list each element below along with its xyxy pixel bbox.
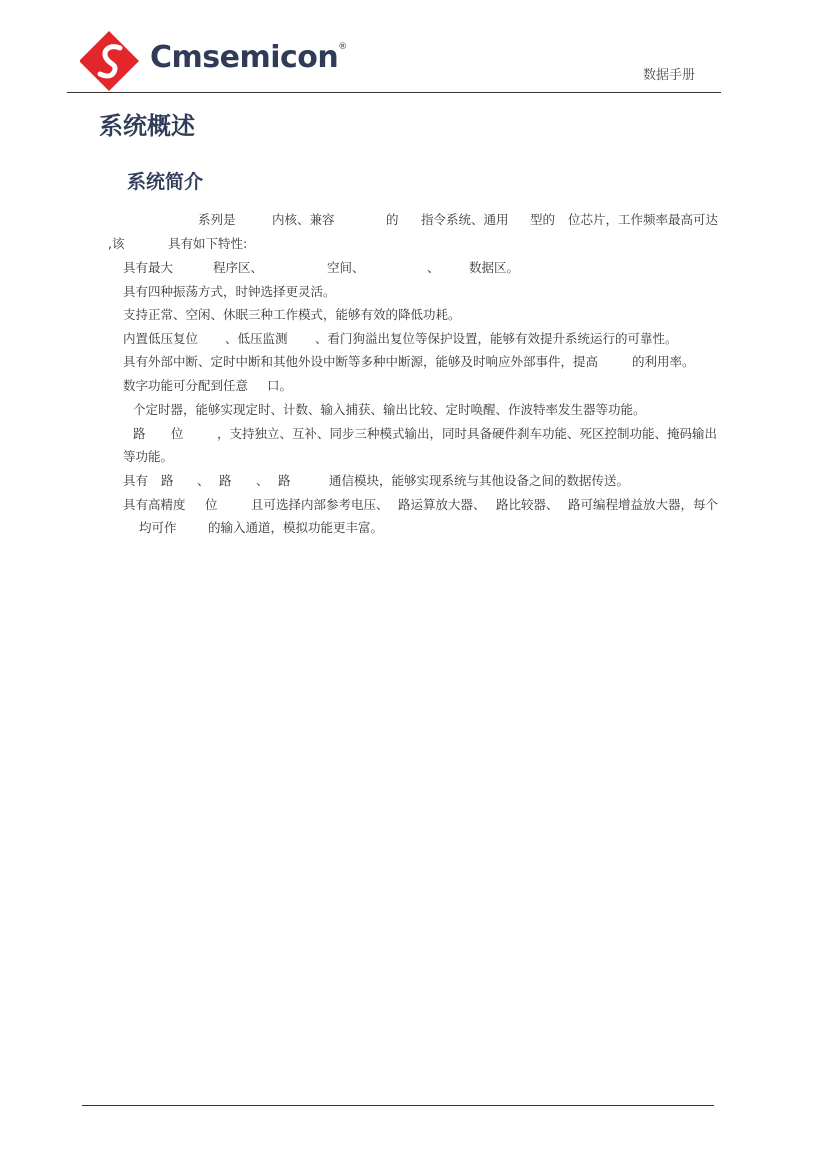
- text-fragment: 数字功能可分配到任意: [123, 378, 249, 393]
- feature-item-power-modes: 支持正常、空闲、休眠三种工作模式，能够有效的降低功耗。: [123, 307, 461, 322]
- brand-name: [150, 40, 347, 75]
- text-fragment: 路可编程增益放大器，每个: [568, 497, 719, 512]
- text-fragment: 通信模块，能够实现系统与其他设备之间的数据传送。: [329, 473, 630, 488]
- text-fragment: ,该: [108, 236, 125, 251]
- feature-item-analog-line-1: [0, 497, 827, 513]
- text-fragment: 位: [205, 497, 218, 512]
- text-fragment: ，支持独立、互补、同步三种模式输出，同时具备硬件刹车功能、死区控制功能、掩码输出: [217, 426, 718, 441]
- text-fragment: 指令系统、通用: [421, 212, 509, 227]
- text-fragment: 空间、: [327, 260, 365, 275]
- text-fragment: 的利用率。: [632, 354, 695, 369]
- text-fragment: 数据区。: [469, 260, 520, 275]
- text-fragment: 路: [219, 473, 232, 488]
- cmsemicon-logo-mark-icon: [80, 30, 142, 92]
- text-fragment: 的输入通道，模拟功能更丰富。: [208, 520, 384, 535]
- registered-mark: ®: [338, 42, 347, 52]
- text-fragment: 均可作: [139, 520, 177, 535]
- text-fragment: 、: [256, 473, 269, 488]
- text-fragment: 具有最大: [123, 260, 174, 275]
- brand-name-text: Cmsemicon: [150, 40, 339, 75]
- text-fragment: 具有如下特性:: [168, 236, 248, 251]
- feature-item-pwm-line-1: [0, 426, 827, 442]
- feature-item-memory: [0, 260, 827, 276]
- text-fragment: 路: [161, 473, 174, 488]
- feature-item-reset-protection: [0, 331, 827, 347]
- text-fragment: 具有: [123, 473, 149, 488]
- text-fragment: 路: [133, 426, 146, 441]
- text-fragment: 口。: [267, 378, 293, 393]
- subsection-title: 系统简介: [127, 171, 204, 193]
- feature-item-io-mapping: [0, 378, 827, 394]
- text-fragment: 位芯片，工作频率最高可达: [568, 212, 719, 227]
- text-fragment: 内置低压复位: [123, 331, 199, 346]
- document-type-label: 数据手册: [643, 68, 696, 83]
- text-fragment: 的: [386, 212, 399, 227]
- feature-item-interrupts: [0, 354, 827, 370]
- text-fragment: 具有外部中断、定时中断和其他外设中断等多种中断源，能够及时响应外部事件，提高: [123, 354, 599, 369]
- text-fragment: 系列是: [198, 212, 236, 227]
- text-fragment: 型的: [530, 212, 556, 227]
- text-fragment: 位: [171, 426, 184, 441]
- feature-item-analog-line-2: [0, 520, 827, 536]
- intro-paragraph-line-2: [0, 236, 827, 252]
- text-fragment: 内核、兼容: [272, 212, 335, 227]
- footer-divider: [82, 1105, 714, 1106]
- company-logo: [80, 30, 347, 92]
- text-fragment: 程序区、: [213, 260, 264, 275]
- feature-item-oscillator: 具有四种振荡方式，时钟选择更灵活。: [123, 284, 336, 299]
- text-fragment: 、低压监测: [225, 331, 288, 346]
- text-fragment: 、: [197, 473, 210, 488]
- text-fragment: 具有高精度: [123, 497, 186, 512]
- text-fragment: 路: [278, 473, 291, 488]
- text-fragment: 路运算放大器、: [398, 497, 486, 512]
- intro-paragraph-line-1: [0, 212, 827, 228]
- section-title: 系统概述: [99, 112, 195, 140]
- text-fragment: 且可选择内部参考电压、: [251, 497, 389, 512]
- text-fragment: 、: [427, 260, 440, 275]
- text-fragment: 、看门狗溢出复位等保护设置，能够有效提升系统运行的可靠性。: [315, 331, 678, 346]
- text-fragment: 路比较器、: [496, 497, 559, 512]
- feature-item-timers: 个定时器，能够实现定时、计数、输入捕获、输出比较、定时唤醒、作波特率发生器等功能。: [133, 402, 646, 417]
- header-divider: [67, 92, 721, 93]
- feature-item-pwm-line-2: 等功能。: [123, 449, 174, 464]
- feature-item-communication: [0, 473, 827, 489]
